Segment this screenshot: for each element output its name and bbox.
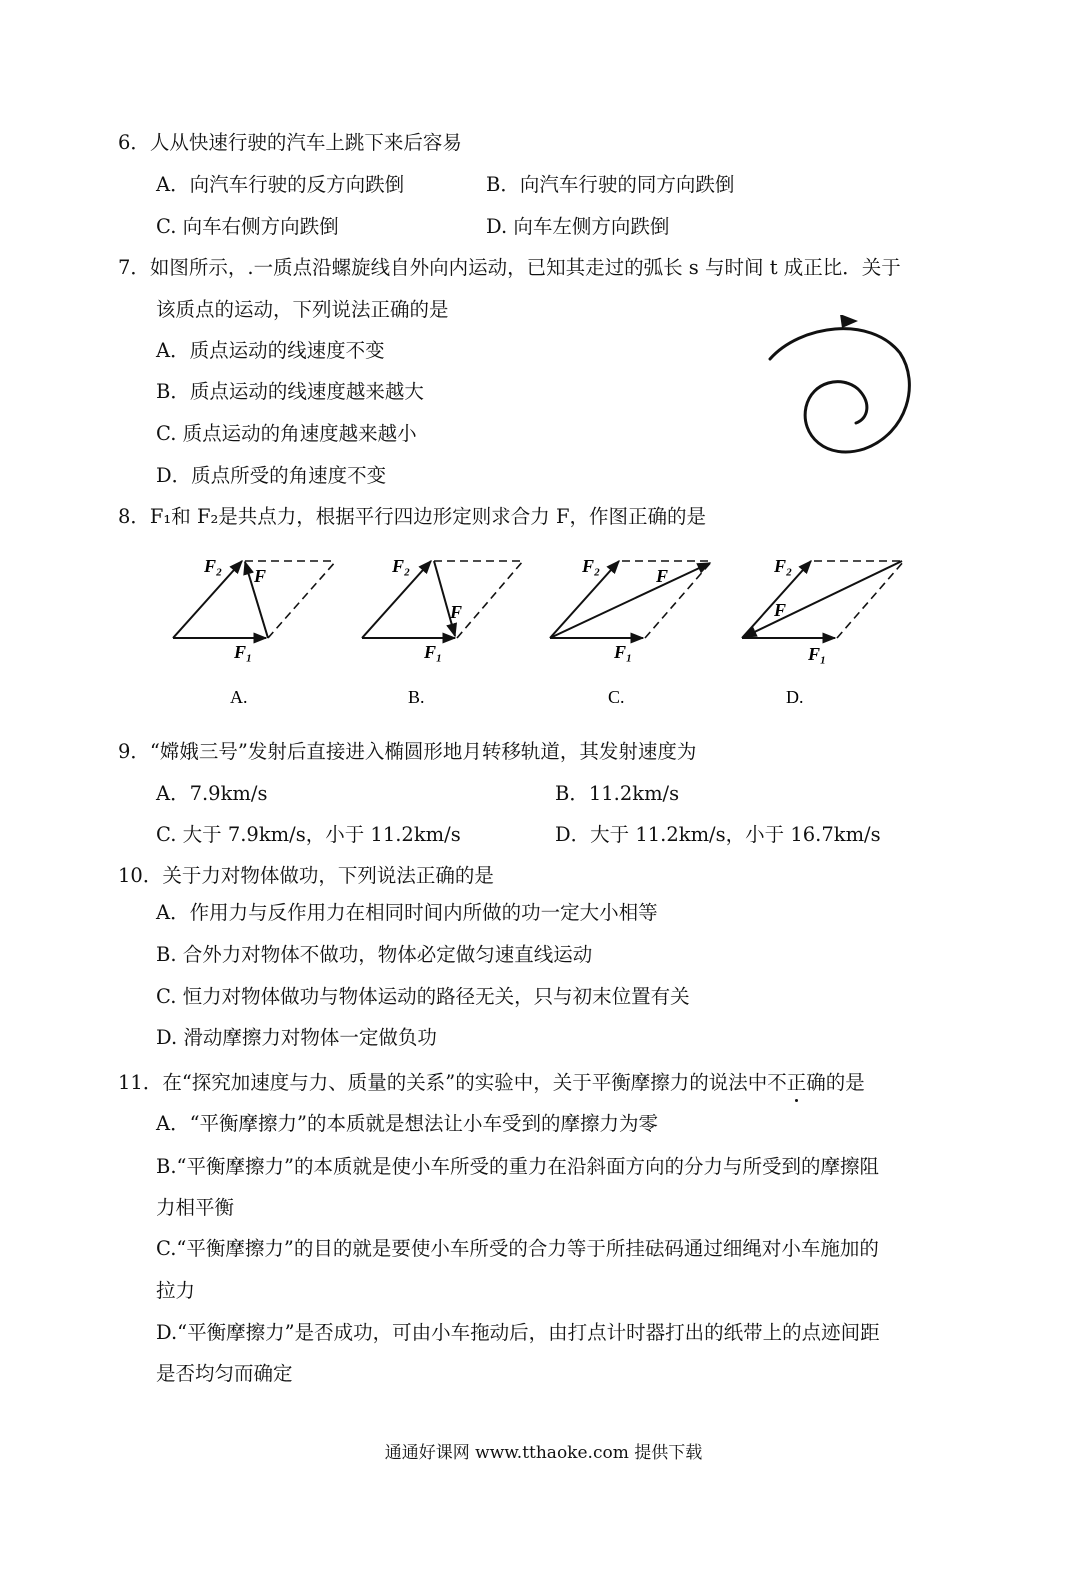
- q10-stem: 10．关于力对物体做功，下列说法正确的是: [118, 864, 494, 887]
- figure-label-d: D.: [786, 687, 804, 707]
- spiral-figure: [760, 315, 920, 465]
- figure-a: [173, 556, 336, 707]
- q11-stem-post: 的是: [825, 1071, 865, 1094]
- q10-option-c: C. 恒力对物体做功与物体运动的路径无关，只与初末位置有关: [156, 985, 690, 1008]
- q11-option-d-line2: 是否均匀而确定: [156, 1362, 293, 1385]
- q7-option-c: C. 质点运动的角速度越来越小: [156, 422, 417, 445]
- figure-c: [550, 556, 712, 707]
- q11-option-b-line1: B.“平衡摩擦力”的本质就是使小车所受的重力在沿斜面方向的分力与所受到的摩擦阻: [156, 1155, 879, 1178]
- figure-label-c: C.: [608, 687, 625, 707]
- spiral-curve: [770, 329, 909, 452]
- page-footer: 通通好课网 www.tthaoke.com 提供下载: [384, 1443, 703, 1463]
- label-f-c: F: [656, 566, 669, 586]
- label-f1-c: F₁: [614, 642, 633, 662]
- q8-stem: 8．F₁和 F₂是共点力，根据平行四边形定则求合力 F，作图正确的是: [118, 505, 707, 528]
- figure-label-b: B.: [408, 687, 425, 707]
- figure-label-a: A.: [230, 687, 248, 707]
- q7-option-a: A．质点运动的线速度不变: [156, 339, 385, 362]
- figure-b: [362, 556, 523, 707]
- q9-option-a: A．7.9km/s: [156, 782, 268, 805]
- q11-option-c-line1: C.“平衡摩擦力”的目的就是要使小车所受的合力等于所挂砝码通过细绳对小车施加的: [156, 1237, 879, 1260]
- spiral-arrowhead: [840, 315, 858, 328]
- label-f1-a: F₁: [234, 642, 253, 662]
- q10-option-b: B. 合外力对物体不做功，物体必定做匀速直线运动: [156, 943, 593, 966]
- parallelogram-figures: [150, 548, 930, 718]
- q11-option-c-line2: 拉力: [156, 1279, 196, 1302]
- q7-stem-line2: 该质点的运动，下列说法正确的是: [156, 298, 449, 321]
- q6-option-c: C. 向车右侧方向跌倒: [156, 215, 339, 238]
- label-f-a: F: [254, 566, 267, 586]
- q10-option-d: D. 滑动摩擦力对物体一定做负功: [156, 1026, 437, 1049]
- label-f-d: F: [774, 600, 787, 620]
- label-f2-c: F₂: [582, 556, 601, 576]
- q11-option-d-line1: D.“平衡摩擦力”是否成功，可由小车拖动后，由打点计时器打出的纸带上的点迹间距: [156, 1321, 880, 1344]
- q9-option-d: D．大于 11.2km/s，小于 16.7km/s: [555, 823, 881, 846]
- q11-stem-emphasis: [767, 1071, 826, 1094]
- q9-option-b: B．11.2km/s: [555, 782, 680, 805]
- q9-stem: 9．“嫦娥三号”发射后直接进入椭圆形地月转移轨道，其发射速度为: [118, 740, 697, 763]
- figure-d: [742, 556, 904, 707]
- label-f2-b: F₂: [392, 556, 411, 576]
- q7-stem-line1: 7．如图所示，.一质点沿螺旋线自外向内运动，已知其走过的弧长 s 与时间 t 成正比．关于: [118, 256, 901, 279]
- q6-option-a: A．向汽车行驶的反方向跌倒: [156, 173, 405, 196]
- label-f-b: F: [450, 602, 463, 622]
- q7-option-b: B．质点运动的线速度越来越大: [156, 380, 424, 403]
- q6-stem: 6．人从快速行驶的汽车上跳下来后容易: [118, 131, 462, 154]
- q11-option-a: A．“平衡摩擦力”的本质就是想法让小车受到的摩擦力为零: [156, 1112, 659, 1135]
- q6-option-d: D. 向车左侧方向跌倒: [486, 215, 670, 238]
- label-f2-d: F₂: [774, 556, 793, 576]
- q7-option-d: D．质点所受的角速度不变: [156, 464, 387, 487]
- q11-stem-pre: 11．在“探究加速度与力、质量的关系”的实验中，关于平衡摩擦力的说法中: [118, 1071, 768, 1094]
- q6-option-b: B．向汽车行驶的同方向跌倒: [486, 173, 735, 196]
- label-f1-b: F₁: [424, 642, 443, 662]
- q11-stem: [118, 1069, 865, 1097]
- q11-emphasis-text: 不正确: [767, 1071, 826, 1094]
- q10-option-a: A．作用力与反作用力在相同时间内所做的功一定大小相等: [156, 901, 658, 924]
- label-f1-d: F₁: [808, 644, 827, 664]
- q11-option-b-line2: 力相平衡: [156, 1196, 235, 1219]
- label-f2-a: F₂: [204, 556, 223, 576]
- q9-option-c: C. 大于 7.9km/s，小于 11.2km/s: [156, 823, 461, 846]
